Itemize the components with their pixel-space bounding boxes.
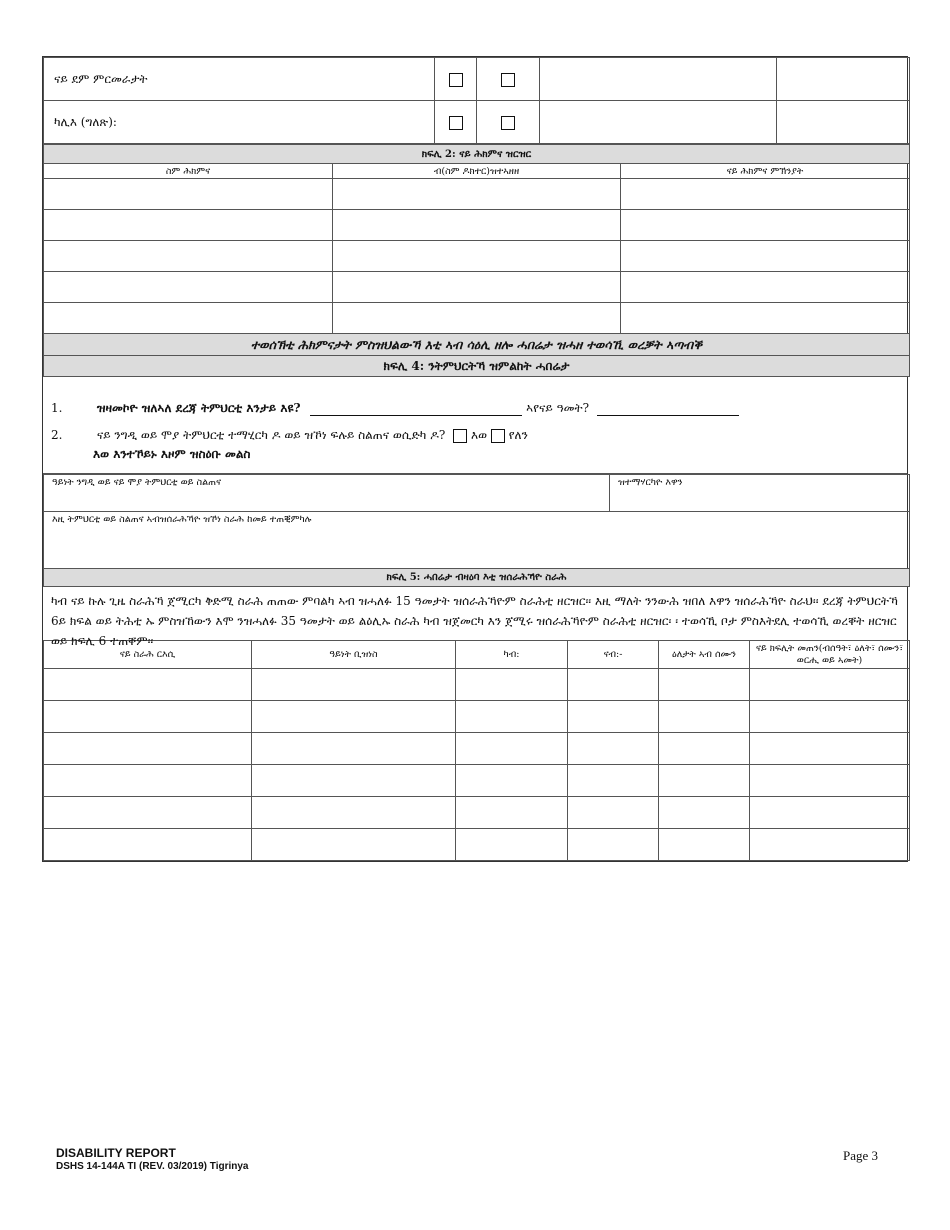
employment-cell[interactable]: [659, 701, 750, 733]
employment-cell[interactable]: [252, 701, 456, 733]
q2-followup: እወ እንተኾይኑ እዞም ዝስዕቡ መልስ: [93, 447, 251, 461]
medication-cell[interactable]: [44, 303, 333, 334]
employment-cell[interactable]: [252, 669, 456, 701]
q1-year-label: ኣየናይ ዓመት?: [526, 401, 590, 415]
employment-cell[interactable]: [456, 669, 568, 701]
employment-cell[interactable]: [568, 701, 659, 733]
blood-tests-label: ናይ ደም ምርመራታት: [44, 58, 435, 101]
other-tests-field-a[interactable]: [540, 101, 777, 144]
top-rows-table: [43, 57, 910, 144]
employment-cell[interactable]: [252, 797, 456, 829]
employment-cell[interactable]: [456, 829, 568, 861]
employment-cell[interactable]: [750, 669, 910, 701]
employment-cell[interactable]: [568, 797, 659, 829]
training-use-field[interactable]: [44, 512, 910, 569]
employment-cell[interactable]: [659, 733, 750, 765]
section4-questions: [43, 377, 907, 474]
from-date-header: ካብ:: [456, 641, 568, 669]
q1-number: 1.: [51, 401, 63, 415]
business-type-header: ዓይነት ቢዝነስ: [252, 641, 456, 669]
blood-tests-checkbox-b[interactable]: [501, 73, 515, 87]
employment-cell[interactable]: [568, 733, 659, 765]
employment-cell[interactable]: [659, 797, 750, 829]
employment-cell[interactable]: [750, 829, 910, 861]
q2-yes-checkbox[interactable]: [453, 429, 467, 443]
medication-cell[interactable]: [621, 272, 910, 303]
employment-cell[interactable]: [44, 733, 252, 765]
q2-text: ናይ ንግዲ ወይ ሞያ ትምህርቲ ተማሂርካ ዶ ወይ ዝኾነ ፍሉይ ስልጠና ወሲድካ ዶ?: [96, 428, 446, 442]
days-per-week-header: ዕለታት ኣብ ሰሙን: [659, 641, 750, 669]
training-use-label: እዚ ትምህርቲ ወይ ስልጠና ኣብዝሰራሕኻዮ ዝኾነ ስራሕ ከመይ ተጠቒምካሉ: [52, 514, 312, 525]
page-number: Page 3: [843, 1148, 879, 1163]
to-date-header: ናብ:-: [568, 641, 659, 669]
q2-no-checkbox[interactable]: [491, 429, 505, 443]
employment-cell[interactable]: [659, 669, 750, 701]
employment-cell[interactable]: [456, 701, 568, 733]
job-title-header: ናይ ስራሕ ርእሲ: [44, 641, 252, 669]
employment-table: [43, 640, 910, 861]
medication-cell[interactable]: [333, 303, 621, 334]
training-type-field[interactable]: [44, 475, 610, 512]
blood-tests-field-a[interactable]: [540, 58, 777, 101]
form-frame: [42, 56, 908, 862]
employment-cell[interactable]: [44, 829, 252, 861]
other-tests-field-b[interactable]: [777, 101, 910, 144]
employment-cell[interactable]: [456, 797, 568, 829]
medication-cell[interactable]: [44, 210, 333, 241]
medication-cell[interactable]: [621, 210, 910, 241]
medication-cell[interactable]: [333, 179, 621, 210]
employment-cell[interactable]: [659, 765, 750, 797]
training-date-label: ዝተማሃርካዮ እዋን: [618, 477, 683, 488]
employment-cell[interactable]: [252, 829, 456, 861]
employment-cell[interactable]: [750, 765, 910, 797]
medication-cell[interactable]: [333, 210, 621, 241]
footer-form-id: DSHS 14-144A TI (REV. 03/2019) Tigrinya: [56, 1161, 249, 1172]
attach-note: ተወሰኽቲ ሕክምናታት ምስዝህልውኻ እቲ ኣብ ሳዕሊ ዘሎ ሓበሬታ ዝሓዘ ተወሳኺ ወረቓት ኣጣብቕ: [44, 334, 910, 356]
employment-cell[interactable]: [456, 733, 568, 765]
medication-cell[interactable]: [333, 272, 621, 303]
medication-name-header: ስም ሕክምና: [44, 164, 333, 179]
other-tests-checkbox-b[interactable]: [501, 116, 515, 130]
medication-cell[interactable]: [621, 179, 910, 210]
footer-title: DISABILITY REPORT: [56, 1146, 176, 1160]
medication-cell[interactable]: [44, 272, 333, 303]
medication-cell[interactable]: [44, 241, 333, 272]
medication-cell[interactable]: [621, 241, 910, 272]
training-type-label: ዓይነት ንግዲ ወይ ናይ ሞያ ትምህርቲ ወይ ስልጠና: [52, 477, 222, 488]
training-table: [43, 474, 910, 587]
education-year-field[interactable]: [597, 401, 739, 416]
employment-cell[interactable]: [750, 797, 910, 829]
medication-reason-header: ናይ ሕክምና ምኽንያት: [621, 164, 910, 179]
blood-tests-checkbox-a[interactable]: [449, 73, 463, 87]
employment-cell[interactable]: [750, 701, 910, 733]
employment-cell[interactable]: [252, 733, 456, 765]
medication-cell[interactable]: [621, 303, 910, 334]
employment-cell[interactable]: [44, 701, 252, 733]
other-tests-checkbox-a[interactable]: [449, 116, 463, 130]
employment-cell[interactable]: [568, 829, 659, 861]
section2-title: ክፍሊ 2: ናይ ሕክምና ዝርዝር: [44, 145, 910, 164]
q2-number: 2.: [51, 428, 63, 442]
blood-tests-field-b[interactable]: [777, 58, 910, 101]
training-date-field[interactable]: [610, 475, 910, 512]
employment-cell[interactable]: [568, 669, 659, 701]
education-level-field[interactable]: [310, 401, 522, 416]
section5-intro: ካብ ናይ ኩሉ ጊዜ ስራሕኻ ጀሚርካ ቅድሚ ስራሕ ጠጠው ምባልካ ኣብ ዝሓለፉ 15 ዓመታት ዝሰራሕኻዮም ስራሕቲ ዘርዝር፡፡ እዚ ማለት ንንውሕ ዝበለ እዋን ዝሰራሕኻዮ ስራህ፡፡ ደረጃ ትምህርትኻ 6ይ ክፍል ወይ ትሕቲ ኡ ምስዝኸውን እሞ ንዝሓለፉ 35 ዓመታት ወይ ልዕሊኡ ስራሕ ካብ ዝጀመርካ እን ጀሚሩ ዝሰራሕኻዮም ስራሕቲ ዘርዝር፡ ፡ ተወሳኺ ቦታ ምስእትደሊ ተወሳኺ ወረቐት ዘርዝር ወይ ክፍሊ 6 ተጠቐም፡፡: [51, 594, 898, 648]
section5-title: ክፍሊ 5: ሓበሬታ ብዛዕባ እቲ ዝሰራሕኻዮ ስራሕ: [44, 569, 910, 587]
employment-cell[interactable]: [44, 765, 252, 797]
other-tests-label: ካሊእ (ግለጽ):: [44, 101, 435, 144]
prescribed-by-header: ብ(ስም ዶክተር)ዝተኣዘዘ: [333, 164, 621, 179]
section2-table: [43, 144, 910, 377]
employment-cell[interactable]: [44, 797, 252, 829]
employment-cell[interactable]: [750, 733, 910, 765]
q1-text: ዝዛመኮዮ ዝለኣለ ደረጃ ትምህርቲ እንታይ እዩ?: [96, 401, 301, 415]
employment-cell[interactable]: [659, 829, 750, 861]
employment-cell[interactable]: [568, 765, 659, 797]
employment-cell[interactable]: [44, 669, 252, 701]
medication-cell[interactable]: [44, 179, 333, 210]
employment-cell[interactable]: [456, 765, 568, 797]
section4-title: ክፍሊ 4: ንትምህርትኻ ዝምልከት ሓበሬታ: [44, 356, 910, 377]
pay-rate-header: ናይ ክፍሊት መጠን(ብሰዓት፣ ዕለት፣ ሰሙን፣ ወርሒ ወይ ኣመት): [750, 641, 910, 669]
medication-cell[interactable]: [333, 241, 621, 272]
q2-no-label: የለን: [508, 428, 528, 442]
q2-yes-label: እወ: [470, 428, 488, 442]
employment-cell[interactable]: [252, 765, 456, 797]
